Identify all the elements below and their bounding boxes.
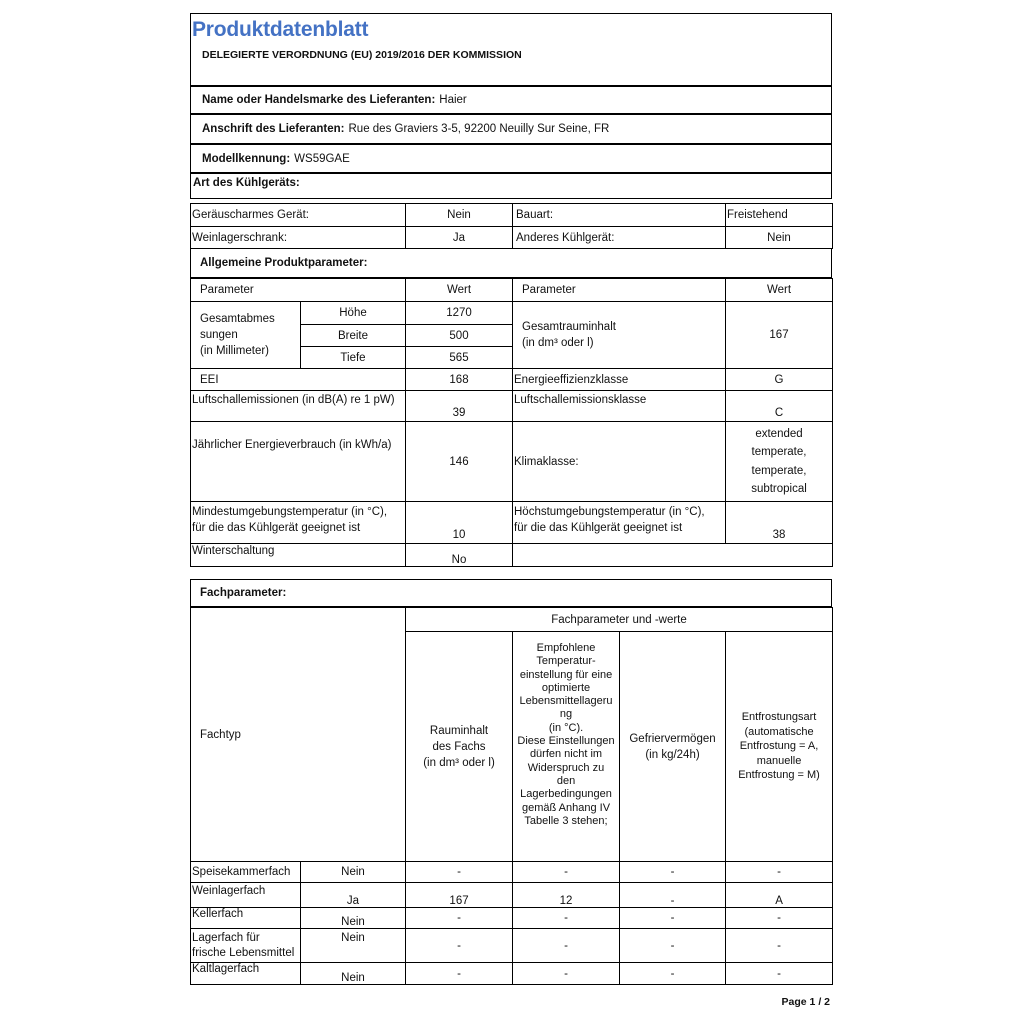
compartment-volume: - [406, 862, 513, 883]
header-line: den [556, 774, 576, 787]
table-row [191, 544, 833, 567]
min-temp-value: 10 [406, 502, 513, 544]
title-box [190, 13, 832, 86]
total-volume-label-line: Gesamtrauminhalt [522, 321, 616, 333]
compartment-temp: - [513, 862, 620, 883]
compartment-name: Kellerfach [191, 908, 301, 929]
noise-class-label: Luftschallemissionsklasse [513, 391, 726, 422]
header-line: Widerspruch zu [527, 761, 605, 774]
energy-class-value: G [726, 369, 833, 391]
compartment-freeze: - [620, 963, 726, 985]
min-temp-label-line: für die das Kühlgerät geeignet ist [192, 522, 361, 534]
table-row [191, 502, 833, 544]
dimensions-label-line: sungen [200, 329, 238, 341]
compartment-heading: Fachparameter: [200, 587, 287, 599]
table-row [191, 929, 833, 963]
min-temp-label [191, 502, 406, 544]
col-value-header-2: Wert [726, 279, 833, 302]
table-row [191, 302, 833, 325]
table-row [191, 227, 833, 249]
compartment-freeze-header [620, 632, 726, 862]
header-line: gemäß Anhang IV [521, 801, 611, 814]
other-device-label: Anderes Kühlgerät: [513, 227, 726, 249]
col-param-header: Parameter [191, 279, 406, 302]
compartment-temp: - [513, 929, 620, 963]
table-row [191, 391, 833, 422]
compartment-name: Speisekammerfach [191, 862, 301, 883]
compartment-name [191, 929, 301, 963]
model-row [190, 144, 832, 173]
header-line: Entfrostungsart [741, 711, 817, 724]
header-line: (automatische [744, 725, 814, 738]
model-label: Modellkennung: [202, 152, 291, 165]
table-row [191, 963, 833, 985]
table-row [191, 608, 833, 632]
compartment-defrost-header [726, 632, 833, 862]
device-type-table [190, 203, 833, 249]
col-value-header: Wert [406, 279, 513, 302]
climate-class-line: temperate, [751, 464, 807, 477]
col-param-header-2: Parameter [513, 279, 726, 302]
compartment-freeze: - [620, 883, 726, 908]
eei-value: 168 [406, 369, 513, 391]
supplier-name-row [190, 86, 832, 114]
compartment-defrost: A [726, 883, 833, 908]
noise-class-value: C [726, 391, 833, 422]
noise-value: 39 [406, 391, 513, 422]
header-line: des Fachs [432, 740, 486, 753]
climate-class-line: subtropical [751, 483, 807, 495]
header-line: einstellung für eine [519, 668, 613, 681]
compartment-present: Nein [301, 908, 406, 929]
header-line: Rauminhalt [429, 724, 489, 737]
compartment-temp: 12 [513, 883, 620, 908]
table-row [191, 883, 833, 908]
header-line: Temperatur- [536, 655, 596, 668]
wine-cabinet-label: Weinlagerschrank: [191, 227, 406, 249]
table-row [191, 369, 833, 391]
height-label: Höhe [301, 302, 406, 325]
dimensions-label-line: Gesamtabmes [200, 313, 275, 325]
page-title: Produktdatenblatt [192, 18, 369, 41]
page-number: Page 1 / 2 [781, 996, 830, 1008]
supplier-address-row [190, 114, 832, 144]
compartment-temp: - [513, 908, 620, 929]
header-line: (in dm³ oder l) [423, 756, 495, 769]
compartment-freeze: - [620, 929, 726, 963]
compartment-volume: - [406, 963, 513, 985]
total-volume-label-line: (in dm³ oder l) [522, 337, 594, 349]
header-line: Lagerbedingungen [520, 788, 612, 801]
max-temp-label-line: Höchstumgebungstemperatur (in °C), [514, 506, 705, 518]
header-line: ng [559, 708, 573, 721]
climate-class-line: temperate, [751, 446, 807, 458]
table-row [191, 279, 833, 302]
header-line: dürfen nicht im [529, 748, 603, 761]
climate-class-value [726, 422, 833, 502]
header-line: (in °C). [548, 721, 584, 734]
compartment-temp-header [513, 632, 620, 862]
depth-value: 565 [406, 347, 513, 369]
compartment-name: Kaltlagerfach [191, 963, 301, 985]
compartment-defrost: - [726, 963, 833, 985]
noise-label: Luftschallemissionen (in dB(A) re 1 pW) [191, 391, 406, 422]
header-line: Tabelle 3 stehen; [524, 814, 608, 827]
header-line: (in kg/24h) [645, 748, 700, 761]
winter-mode-value: No [406, 544, 513, 567]
supplier-name-value: Haier [439, 94, 467, 106]
compartment-defrost: - [726, 908, 833, 929]
depth-label: Tiefe [301, 347, 406, 369]
model-value: WS59GAE [294, 152, 350, 165]
supplier-address-value: Rue des Graviers 3-5, 92200 Neuilly Sur Seine, FR [348, 123, 610, 135]
device-type-heading-row [190, 173, 832, 199]
table-row [191, 204, 833, 227]
height-value: 1270 [406, 302, 513, 325]
table-row [191, 908, 833, 929]
header-line: Diese Einstellungen [517, 735, 615, 748]
build-value: Freistehend [726, 204, 833, 227]
width-value: 500 [406, 325, 513, 347]
annual-energy-label: Jährlicher Energieverbrauch (in kWh/a) [191, 422, 406, 502]
header-line: manuelle [756, 754, 802, 767]
eei-label: EEI [191, 369, 406, 391]
compartment-table [190, 607, 833, 985]
compartment-name-line: Lagerfach für [192, 931, 260, 944]
compartment-present: Nein [301, 929, 406, 963]
dimensions-label-line: (in Millimeter) [200, 345, 269, 357]
width-label: Breite [301, 325, 406, 347]
compartment-group-header: Fachparameter und -werte [406, 608, 833, 632]
general-heading: Allgemeine Produktparameter: [200, 257, 368, 269]
quiet-value: Nein [406, 204, 513, 227]
header-line: Lebensmittellageru [519, 695, 613, 708]
compartment-freeze: - [620, 862, 726, 883]
regulation-subtitle: DELEGIERTE VERORDNUNG (EU) 2019/2016 DER KOMMISSION [202, 49, 522, 61]
compartment-present: Nein [301, 862, 406, 883]
table-row [191, 422, 833, 502]
compartment-defrost: - [726, 862, 833, 883]
compartment-present: Nein [301, 963, 406, 985]
wine-cabinet-value: Ja [406, 227, 513, 249]
empty-cell [513, 544, 833, 567]
compartment-volume-header [406, 632, 513, 862]
compartment-temp: - [513, 963, 620, 985]
min-temp-label-line: Mindestumgebungstemperatur (in °C), [192, 506, 388, 518]
general-heading-row [190, 248, 832, 278]
winter-mode-label: Winterschaltung [191, 544, 406, 567]
supplier-name-label: Name oder Handelsmarke des Lieferanten: [202, 94, 436, 106]
max-temp-value: 38 [726, 502, 833, 544]
compartment-name-line: frische Lebensmittel [192, 946, 295, 959]
compartment-present: Ja [301, 883, 406, 908]
total-volume-label [513, 302, 726, 369]
compartment-heading-row [190, 579, 832, 607]
compartment-name: Weinlagerfach [191, 883, 301, 908]
general-parameters-table [190, 278, 833, 567]
header-line: Entfrostung = M) [738, 769, 820, 782]
compartment-volume: 167 [406, 883, 513, 908]
compartment-volume: - [406, 929, 513, 963]
header-line: Empfohlene [536, 642, 596, 654]
compartment-defrost: - [726, 929, 833, 963]
climate-class-line: extended [755, 427, 803, 440]
compartment-volume: - [406, 908, 513, 929]
table-row [191, 862, 833, 883]
dimensions-label [191, 302, 301, 369]
header-line: Gefriervermögen [629, 732, 716, 745]
annual-energy-value: 146 [406, 422, 513, 502]
header-line: Entfrostung = A, [739, 740, 819, 753]
datasheet [190, 13, 832, 984]
total-volume-value: 167 [726, 302, 833, 369]
device-type-heading: Art des Kühlgeräts: [193, 177, 300, 189]
climate-class-label: Klimaklasse: [513, 422, 726, 502]
other-device-value: Nein [726, 227, 833, 249]
build-label: Bauart: [513, 204, 726, 227]
compartment-type-header: Fachtyp [191, 608, 406, 862]
energy-class-label: Energieeffizienzklasse [513, 369, 726, 391]
max-temp-label [513, 502, 726, 544]
compartment-freeze: - [620, 908, 726, 929]
header-line: optimierte [541, 681, 591, 694]
quiet-label: Geräuscharmes Gerät: [191, 204, 406, 227]
max-temp-label-line: für die das Kühlgerät geeignet ist [514, 522, 683, 534]
supplier-address-label: Anschrift des Lieferanten: [202, 123, 345, 135]
